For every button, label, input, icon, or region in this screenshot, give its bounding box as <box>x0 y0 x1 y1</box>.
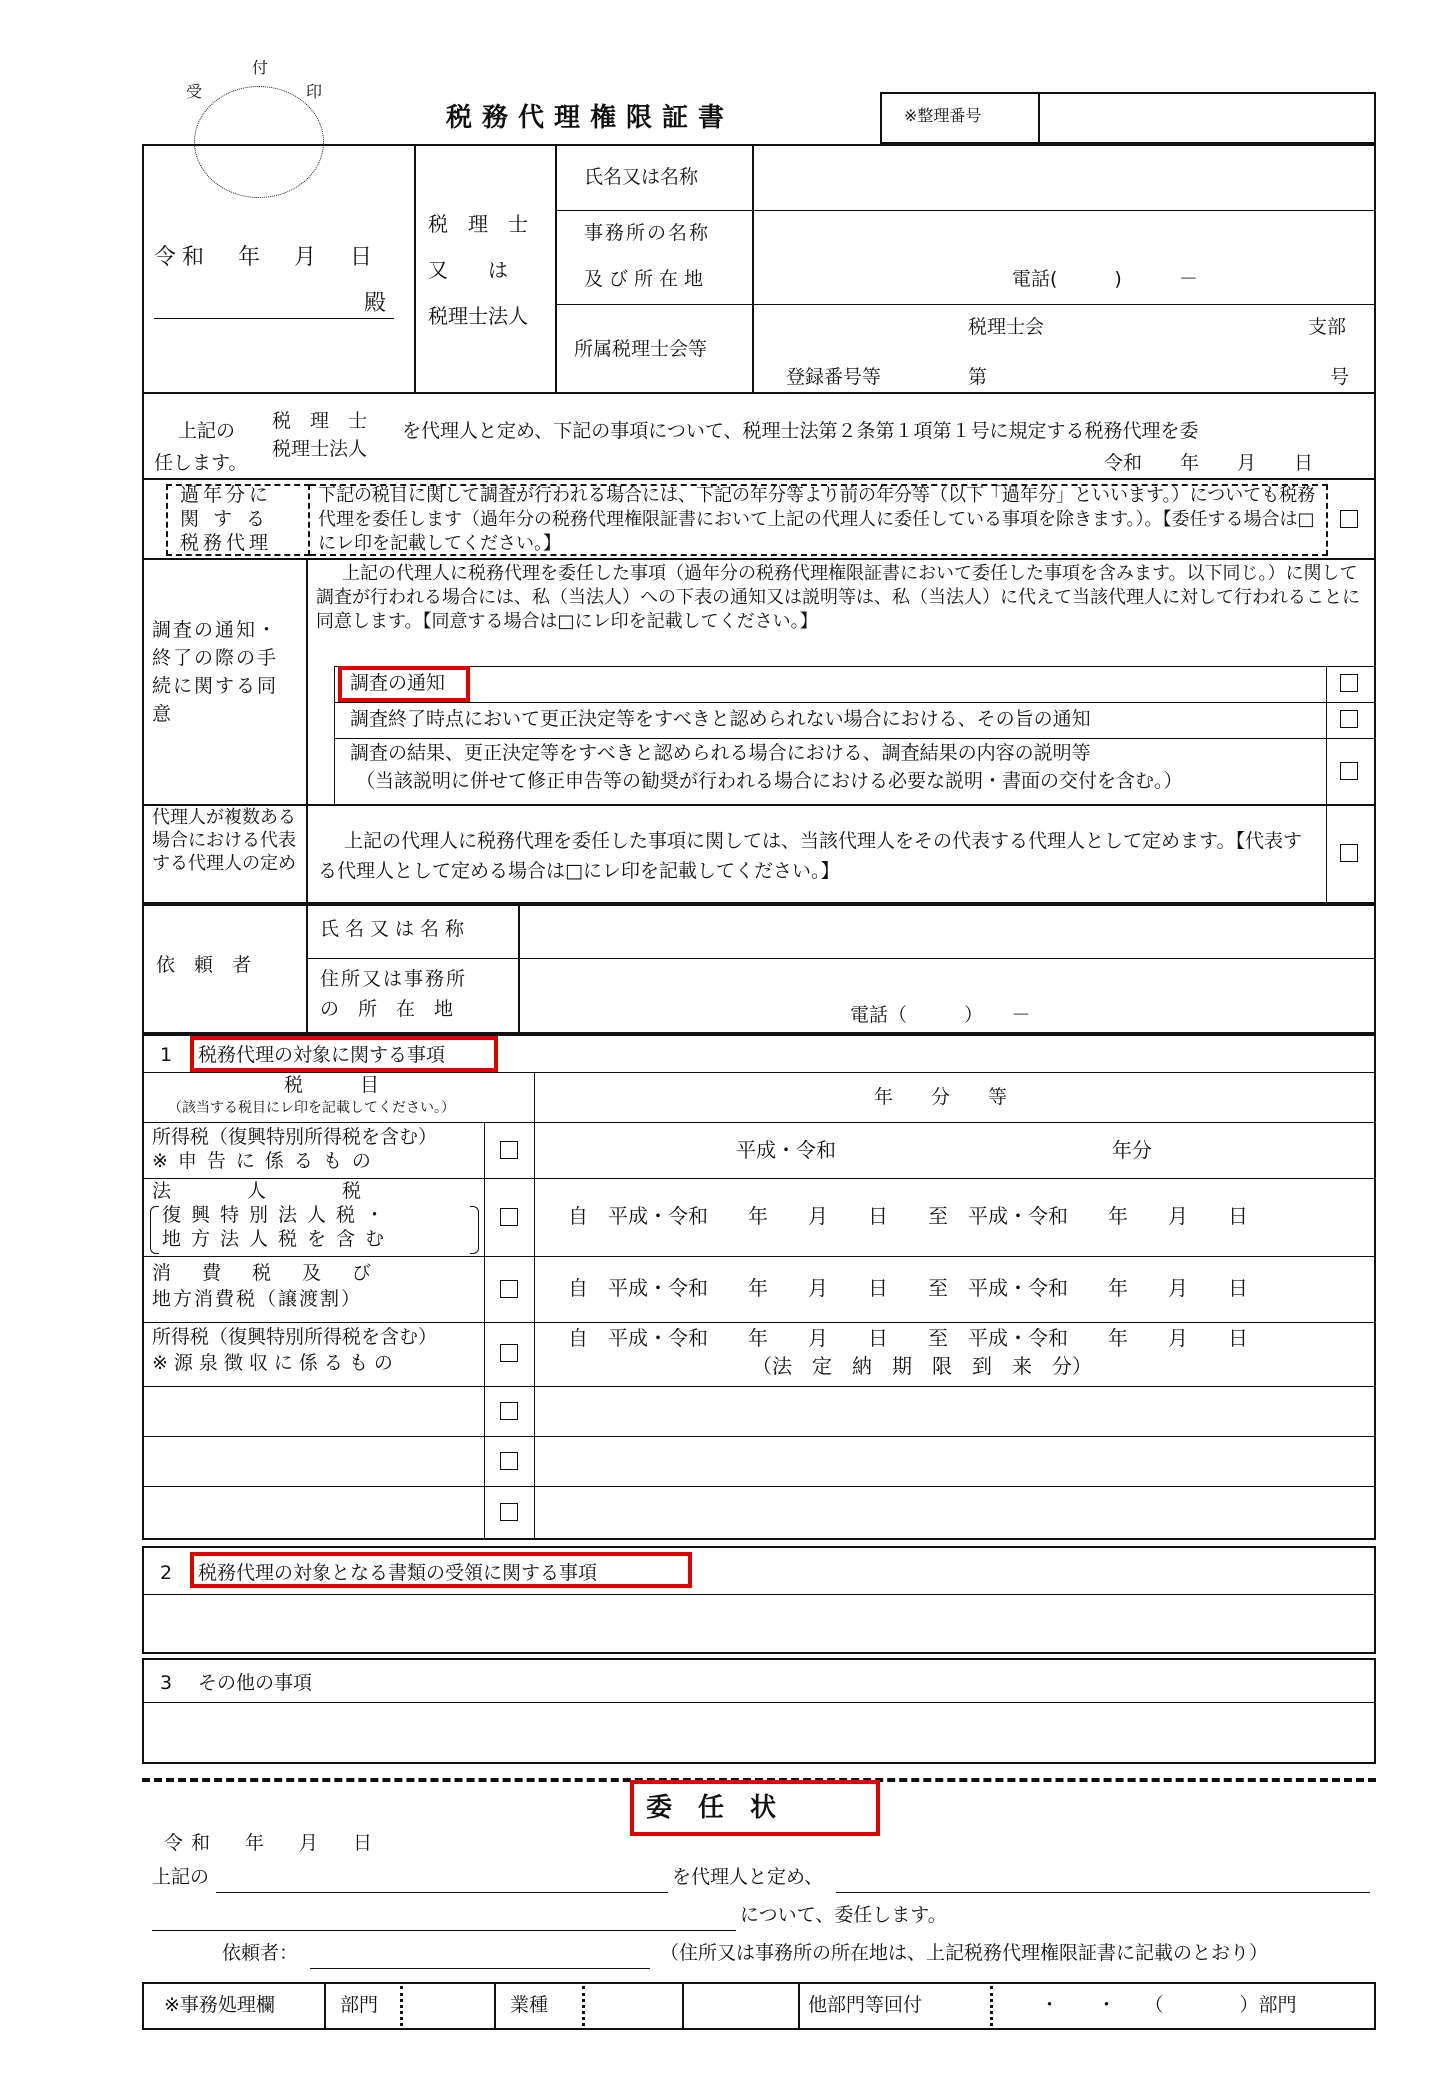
tax-name: 所得税（復興特別所得税を含む） <box>152 1126 438 1148</box>
ininjo-date[interactable]: 令和 年 月 日 <box>164 1832 381 1854</box>
tax-name: 消 費 税 及 び <box>152 1262 378 1284</box>
survey-item-result-checkbox[interactable] <box>1340 762 1358 780</box>
tax-name-note: 地方消費税（譲渡割） <box>152 1288 363 1310</box>
zeirishikai-suffix: 税理士会 <box>968 316 1045 338</box>
tax-checkbox[interactable] <box>500 1141 518 1159</box>
ininjo-client-field[interactable] <box>310 1940 650 1968</box>
survey-item-notice-checkbox[interactable] <box>1340 674 1358 692</box>
period-era[interactable]: 平成・令和 <box>736 1138 836 1162</box>
tax-name-field[interactable] <box>146 1490 480 1536</box>
survey-item-notice: 調査の通知 <box>350 672 446 694</box>
highlight-section2-title <box>190 1552 692 1588</box>
section3-title: その他の事項 <box>198 1672 313 1694</box>
zeirishi-label-3: 税理士法人 <box>428 304 528 328</box>
survey-item-result-note: （当該説明に併せて修正申告等の勧奨が行われる場合における必要な説明・書面の交付を含む。） <box>356 770 1183 792</box>
client-phone[interactable]: 電話（ ） － <box>850 1004 1031 1026</box>
agent-name-field[interactable] <box>756 148 1372 208</box>
stamp-label-left: 受 <box>186 82 203 101</box>
ininjo-client-note: （住所又は事務所の所在地は、上記税務代理権限証書に記載のとおり） <box>660 1942 1269 1964</box>
client-name-label: 氏名又は名称 <box>320 918 471 940</box>
registration-go: 号 <box>1330 366 1350 388</box>
zeirishikai-label: 所属税理士会等 <box>574 338 708 360</box>
survey-item-result-explanation: 調査の結果、更正決定等をすべきと認められる場合における、調査結果の内容の説明等 <box>350 742 1091 764</box>
section3-number: 3 <box>160 1672 173 1694</box>
delegation-pre: 上記の <box>178 420 236 442</box>
office-use-transfer: 他部門等回付 <box>808 1994 923 2016</box>
agent-office-label-2: 及び所在地 <box>584 268 710 290</box>
stamp-label-right: 印 <box>306 82 323 101</box>
column-zeimoku: 税 目 <box>284 1074 380 1096</box>
zeirishi-label-2: 又 は <box>428 258 508 282</box>
document-title: 税務代理権限証書 <box>446 103 735 133</box>
tax-checkbox[interactable] <box>500 1402 518 1420</box>
agent-name-label: 氏名又は名称 <box>584 166 699 188</box>
highlight-section1-title <box>190 1036 498 1072</box>
zeirishi-label-1: 税 理 士 <box>428 212 528 236</box>
representative-text: 上記の代理人に税務代理を委任した事項に関しては、当該代理人をその代表する代理人として定めます。【代表する代理人として定める場合は□にレ印を記載してください。】 <box>318 830 1302 882</box>
period-range[interactable]: 自 平成・令和 年 月 日 至 平成・令和 年 月 日 <box>568 1276 1248 1300</box>
ininjo-title: 委 任 状 <box>646 1793 777 1823</box>
highlight-ininjo-title <box>630 1780 880 1836</box>
representative-label: 代理人が複数ある場合における代表する代理人の定め <box>152 807 296 874</box>
column-nenbun: 年 分 等 <box>874 1086 1008 1108</box>
ininjo-client-label: 依頼者： <box>222 1942 299 1964</box>
past-years-checkbox[interactable] <box>1340 510 1358 528</box>
column-zeimoku-note: （該当する税目にレ印を記載してください。） <box>168 1100 455 1116</box>
delegation-date[interactable]: 令和 年 月 日 <box>1104 452 1314 474</box>
seiri-number-field[interactable] <box>1042 96 1372 140</box>
past-years-label-1: 過年分に <box>180 484 273 506</box>
office-use-transfer-dept: ・ ・ （ ）部門 <box>1040 1994 1297 2016</box>
agent-office-label-1: 事務所の名称 <box>584 222 711 244</box>
stamp-label-top: 付 <box>252 58 269 77</box>
registration-dai: 第 <box>968 366 988 388</box>
branch-suffix: 支部 <box>1308 316 1347 338</box>
survey-consent-label: 調査の通知・終了の際の手続に関する同意 <box>152 619 279 725</box>
section1-title: 税務代理の対象に関する事項 <box>198 1044 446 1066</box>
tax-name-field[interactable] <box>146 1390 480 1432</box>
tax-name: 所得税（復興特別所得税を含む） <box>152 1326 438 1348</box>
client-name-field[interactable] <box>522 908 1372 956</box>
period-field[interactable] <box>538 1390 1372 1432</box>
section3-field[interactable] <box>146 1706 1372 1760</box>
seiri-number-label: ※整理番号 <box>904 106 982 125</box>
ininjo-line2-post: について、委任します。 <box>740 1904 947 1926</box>
period-field[interactable] <box>538 1490 1372 1536</box>
section2-number: 2 <box>160 1562 173 1584</box>
period-range[interactable]: 自 平成・令和 年 月 日 至 平成・令和 年 月 日 <box>568 1204 1248 1228</box>
period-suffix: 年分 <box>1112 1138 1152 1162</box>
client-address-label-2: の 所 在 地 <box>320 998 454 1020</box>
tax-checkbox[interactable] <box>500 1452 518 1470</box>
period-range[interactable]: 自 平成・令和 年 月 日 至 平成・令和 年 月 日 <box>568 1326 1248 1350</box>
tax-name-note: ※源泉徴収に係るもの <box>152 1352 399 1374</box>
period-field[interactable] <box>538 1440 1372 1482</box>
delegation-text-2: 任します。 <box>154 452 248 474</box>
survey-item-no-correction: 調査終了時点において更正決定等をすべきと認められない場合における、その旨の通知 <box>350 708 1091 730</box>
tax-name-note: ※申告に係るもの <box>152 1150 381 1172</box>
ininjo-agent-field[interactable] <box>216 1864 668 1892</box>
client-label: 依 頼 者 <box>156 954 252 976</box>
section2-title: 税務代理の対象となる書類の受領に関する事項 <box>198 1562 598 1584</box>
ininjo-line1-post: を代理人と定め、 <box>672 1866 824 1888</box>
office-use-industry: 業種 <box>510 1994 549 2016</box>
past-years-text: 下記の税目に関して調査が行われる場合には、下記の年分等より前の年分等（以下「過年分」といいます。）についても税務代理を委任します（過年分の税務代理権限証書において上記の代理人に委任している事項を除きます。）。【委任する場合は□にレ印を記載してください。】 <box>318 485 1316 554</box>
addressee-dono: 殿 <box>364 291 387 316</box>
tax-name-field[interactable] <box>146 1440 480 1482</box>
representative-checkbox[interactable] <box>1340 844 1358 862</box>
ininjo-matter-field[interactable] <box>152 1902 736 1930</box>
tax-checkbox[interactable] <box>500 1280 518 1298</box>
tax-name-note: 復興特別法人税・ <box>162 1204 395 1226</box>
request-date[interactable]: 令和 年 月 日 <box>154 245 379 270</box>
highlight-survey-notice <box>338 666 470 702</box>
tax-name: 法 人 税 <box>152 1180 362 1202</box>
survey-item-no-correction-checkbox[interactable] <box>1340 710 1358 728</box>
ininjo-line1-pre: 上記の <box>152 1866 210 1888</box>
tax-checkbox[interactable] <box>500 1208 518 1226</box>
section2-field[interactable] <box>146 1598 1372 1650</box>
period-range-note: （法 定 納 期 限 到 来 分） <box>752 1354 1092 1378</box>
delegation-option-houjin[interactable]: 税理士法人 <box>272 438 368 460</box>
office-use-department: 部門 <box>340 1994 379 2016</box>
registration-label: 登録番号等 <box>786 366 882 388</box>
tax-checkbox[interactable] <box>500 1503 518 1521</box>
past-years-label-3: 税務代理 <box>180 532 273 554</box>
tax-name-note-2: 地方法人税を含む <box>162 1228 395 1250</box>
survey-consent-intro: 上記の代理人に税務代理を委任した事項（過年分の税務代理権限証書において委任した事項を含みます。以下同じ。）に関して調査が行われる場合には、私（当法人）への下表の通知又は説明等は、私（当法人）に代えて当該代理人に対して行われることに同意します。【同意する場合は□にレ印を記載してください。】 <box>316 563 1360 632</box>
delegation-text: を代理人と定め、下記の事項について、税理士法第２条第１項第１号に規定する税務代理を委 <box>402 420 1199 442</box>
office-use-label: ※事務処理欄 <box>164 1994 275 2016</box>
delegation-option-zeirishi[interactable]: 税 理 士 <box>272 410 368 432</box>
client-address-label-1: 住所又は事務所 <box>320 968 468 990</box>
client-address-field[interactable] <box>522 962 1372 1002</box>
past-years-label-2: 関する <box>180 508 280 530</box>
tax-checkbox[interactable] <box>500 1344 518 1362</box>
agent-phone[interactable]: 電話( ) － <box>1012 268 1198 290</box>
section1-number: 1 <box>160 1044 173 1066</box>
